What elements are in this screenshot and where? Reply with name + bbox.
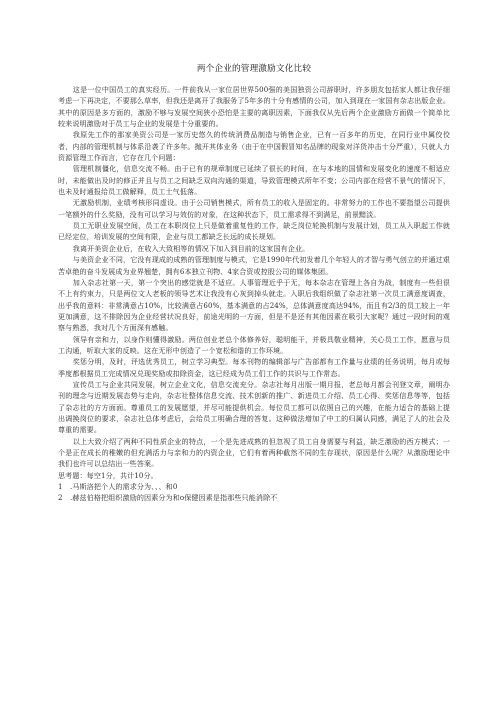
document-title: 两个企业的管理激励文化比较 <box>196 64 312 74</box>
question-number: 1 <box>58 482 63 492</box>
paragraph-no-incentive: 无激励机制，业绩考核形同虚设。由于公司销售模式，所有员工的收入是固定的。非常努力的工作也不要指望公司提供一笔额外的什么奖励，没有可以学习与效仿的对象，在这种状态下，员工需求得不到满足，前景黯淡。 <box>58 198 450 219</box>
paragraph-intro: 这是一位中国员工的真实经历。一件前我从一家位居世界500强的美国独资公司辞职时，许多朋友包括家人都让我仔细考虑一下再决定，不要那么草率，但我还是离开了我服务了5年多的十分有感情的公司，加入到现在一家国有杂志出版企业。其中的原因是多方面的，激励不够与发展空间狭小恐怕是主要的离职因素，下面我仅从先后两个企业激励方面做一个简单比较来说明激励对于员工与企业的发展是十分重要的。 <box>58 85 450 129</box>
document-page <box>58 62 450 504</box>
paragraph-survey: 加入杂志社第一天，第一个突出的感觉就是不适应。人事管理近乎于无，每本杂志在管理上各自为战，制度有一些但很不上有约束力，只是两位文人老板的领导艺术让我没有心灰到掉头就走。入职后我组织做了杂志社第一次员工满意度调查，出乎我的意料：非常满意占10%，比较满意占60%，基本满意的占24%，总体满意度高达94%，而且有2/3的员工较上一年更加满意，这不排除因为企业经营状况良好，前途光明的一方面，但是不是还有其他因素在吸引大家呢？通过一段时间的观察与熟悉，我对几个方面深有感触。 <box>58 277 450 333</box>
paragraph-conclusion: 以上大致介绍了两种不同性质企业的特点，一个是先进成熟的但忽视了员工自身需要与利益，缺乏激励的西方模式；一个是正在成长的稚嫩的但充满活力与亲和力的内资企业，它们有着两种截然不同的生存现状，原因是什么呢？从激励理论中我们也许可以总结出一些答案。 <box>58 436 450 469</box>
paragraph-join-state-owned: 我离开美资企业后，在收入大致相等的情况下加入到目前的这家国有企业。 <box>72 243 310 253</box>
paragraph-rewards: 奖惩分明，及时，评选优秀员工，树立学习典型。每本刊物的编辑部与广告部都有工作量与业绩的任务说明，每月或每季度都根据员工完成情况兑现奖励或扣除资金，这已经成为员工们工作的共识与工作常态。 <box>58 357 450 378</box>
paragraph-rigid-mechanism: 管理机制僵化，信息交流不畅。由于已有的规章制度已延续了很长的时间，在与本地的国情和发展变化的速度不相适应时，未能做出及时的修正并且与员工之间缺乏双向沟通的渠道，导致管理模式所年不变；公司内部在经营不景气的情况下，也未及时通报给员工做解释，员工士气低落。 <box>58 164 450 197</box>
question-item <box>58 481 450 492</box>
paragraph-no-career-space: 员工无职业发展空间，员工在本职岗位上只是做着重复性的工作，缺乏岗位轮换机制与发展计划，员工从入职起工作就已经定位，培训发展的空间有限，企业与员工都缺乏长远的成长规划。 <box>58 221 450 242</box>
paragraph-us-company: 我原先工作的那家美资公司是一家历史悠久的传统消费品制造与销售企业，已有一百多年的历史，在同行业中属佼佼者，内部的管理机制与体系沿袭了许多年。抛开其体业务（由于在中国假冒知名品牌的现象对洋货冲击十分严重），只就人力资源管理工作而言，它存在几个问题： <box>58 130 450 163</box>
question-text: .赫兹伯格把组织激励的因素分为和o保健因素是指那些只能消除不 <box>70 493 278 503</box>
question-number: 2 <box>58 493 63 503</box>
paragraph-leadership: 领导有亲和力，以身作则懂得激励。两位创业老总个体修养好，聪明能干，并极具敬业精神，关心员工工作，愿意与员工沟通，听取大家的反映。这在无形中创造了一个宽松和谐的工作环境。 <box>58 334 450 355</box>
question-item <box>58 492 450 503</box>
question-header: 思考题：每空1分，共计10分。 <box>58 470 158 480</box>
question-text: .马斯洛把个人的需求分为、、、和0 <box>70 482 178 492</box>
paragraph-new-company: 与美资企业不同，它没有现成的成熟的管理制度与模式，它是1990年代初发着几个年轻人的才智与勇气创立的并通过艰苦卓绝的奋斗发展成为业界翘楚，拥有6本独立刊物、4家合资或控股公司的媒体集团。 <box>58 255 450 276</box>
paragraph-culture: 宣传员工与企业共同发展，树立企业文化，信息交流充分。杂志社每月出版一期月报，老总每月都会刊登文章，阐明办刊的理念与近期发展态势与走向，杂志社整体信息交流、技术创新的推广、新进员工介绍、员工心得、奖惩信息等等，包括了杂志社的方方面面。尊重员工的发展愿望，并尽可能提供机会。每位员工都可以依照自己的兴趣，在能力适合的基础上提出调换岗位的要求，杂志社总体考虑后，会给员工明确合理的答复。这种做法增加了中工的归属认同感，满足了人的社会及尊重的需要。 <box>58 379 450 435</box>
